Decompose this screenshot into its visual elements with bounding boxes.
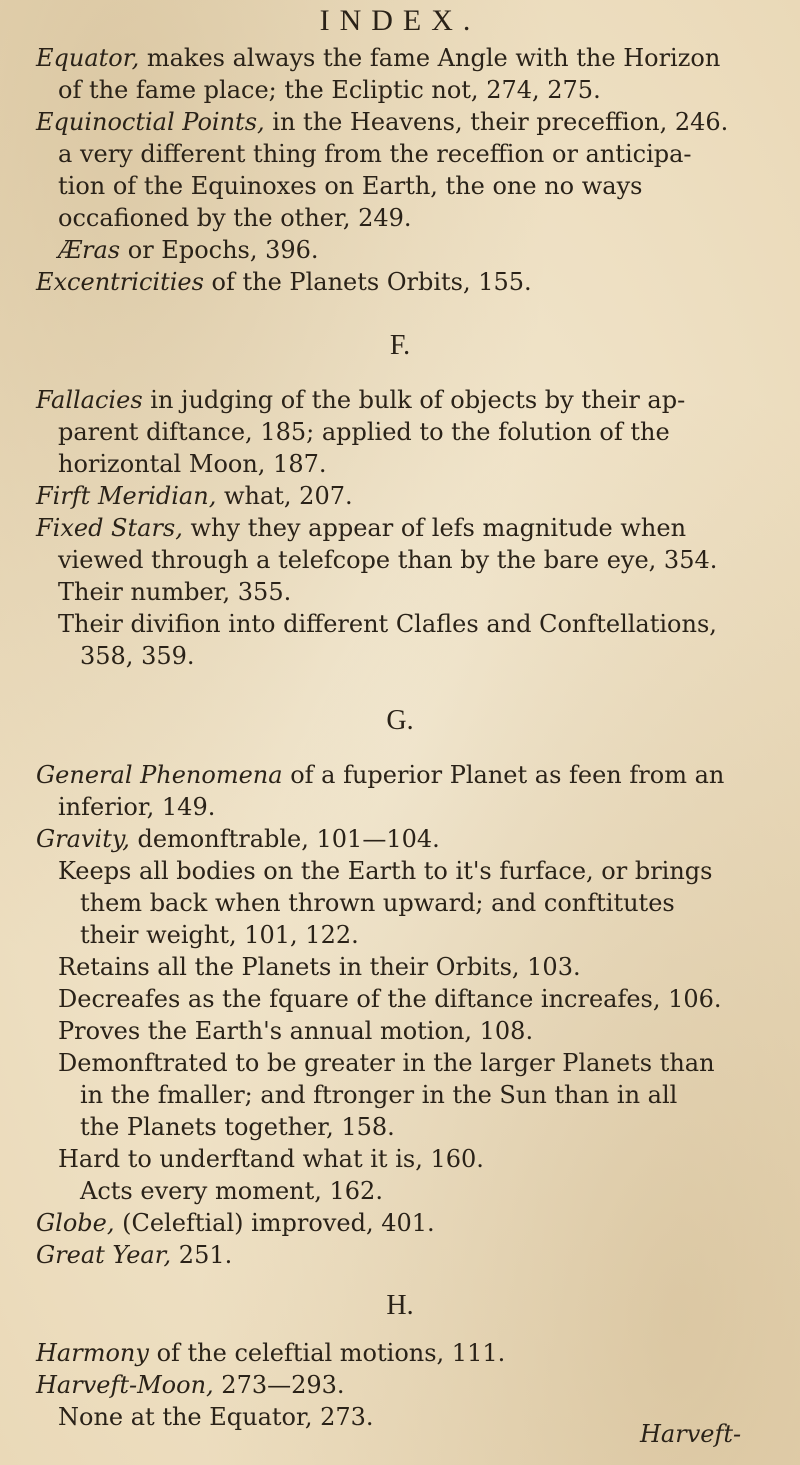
- index-entry: Hard to underftand what it is, 160.: [58, 1145, 484, 1173]
- index-entry: Their divifion into different Clafles and Conftellations,: [58, 610, 717, 638]
- running-head: INDEX.: [319, 4, 481, 37]
- index-entry: None at the Equator, 273.: [58, 1403, 374, 1431]
- index-entry: of the fame place; the Ecliptic not, 274, 275.: [58, 76, 601, 104]
- index-entry: the Planets together, 158.: [80, 1113, 395, 1141]
- index-entry: Keeps all bodies on the Earth to it's furface, or brings: [58, 857, 713, 885]
- index-entry: inferior, 149.: [58, 793, 216, 821]
- index-entry: tion of the Equinoxes on Earth, the one no ways: [58, 172, 643, 200]
- index-entry: Harveft-Moon, 273—293.: [36, 1371, 345, 1399]
- index-entry: parent diftance, 185; applied to the folution of the: [58, 418, 670, 446]
- index-entry: horizontal Moon, 187.: [58, 450, 327, 478]
- index-entry: Fixed Stars, why they appear of lefs magnitude when: [36, 514, 687, 542]
- index-entry: Great Year, 251.: [36, 1241, 233, 1269]
- index-entry: viewed through a telefcope than by the bare eye, 354.: [58, 546, 718, 574]
- index-entry: Acts every moment, 162.: [80, 1177, 383, 1205]
- index-entry: their weight, 101, 122.: [80, 921, 359, 949]
- index-entry: Gravity, demonftrable, 101—104.: [36, 825, 440, 853]
- index-entry: 358, 359.: [80, 642, 195, 670]
- index-entry: Their number, 355.: [58, 578, 292, 606]
- index-entry: Equator, makes always the fame Angle with the Horizon: [36, 44, 721, 72]
- index-entry: them back when thrown upward; and conftitutes: [80, 889, 675, 917]
- index-entry: Æras or Epochs, 396.: [58, 236, 319, 264]
- index-entry: a very different thing from the receffion or anticipa-: [58, 140, 692, 168]
- section-letter-h: H.: [386, 1290, 414, 1321]
- index-entry: Demonftrated to be greater in the larger Planets than: [58, 1049, 715, 1077]
- index-entry: Firft Meridian, what, 207.: [36, 482, 353, 510]
- index-entry: Excentricities of the Planets Orbits, 155.: [36, 268, 532, 296]
- index-entry: Proves the Earth's annual motion, 108.: [58, 1017, 534, 1045]
- index-entry: Globe, (Celeftial) improved, 401.: [36, 1209, 435, 1237]
- index-entry: in the fmaller; and ftronger in the Sun than in all: [80, 1081, 678, 1109]
- index-entry: Decreafes as the fquare of the diftance increafes, 106.: [58, 985, 722, 1013]
- index-entry: Retains all the Planets in their Orbits, 103.: [58, 953, 581, 981]
- index-entry: Harmony of the celeftial motions, 111.: [36, 1339, 506, 1367]
- index-entry: General Phenomena of a fuperior Planet as feen from an: [36, 761, 725, 789]
- index-entry: occafioned by the other, 249.: [58, 204, 412, 232]
- section-letter-g: G.: [386, 705, 414, 736]
- index-entry: Equinoctial Points, in the Heavens, their preceffion, 246.: [36, 108, 729, 136]
- catchword: Harveft-: [640, 1420, 742, 1448]
- section-letter-f: F.: [389, 330, 411, 361]
- index-entry: Fallacies in judging of the bulk of objects by their ap-: [36, 386, 686, 414]
